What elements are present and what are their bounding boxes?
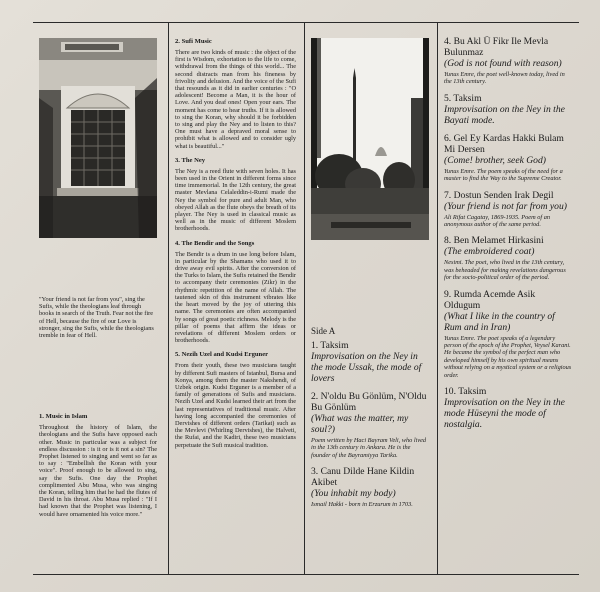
track-note: Yunus Emre. The poet speaks of a legendary person of the epoch of the Prophet, Veysel Karani. He became the symbol of the perfect man who developed himself by his own spiritual means without relying on a mystical system or a religious order. bbox=[444, 334, 572, 379]
track-note: Ismail Hakki - born in Erzurum in 1703. bbox=[311, 501, 413, 509]
bottom-rule bbox=[33, 574, 579, 575]
track-title: 4. Bu Akl Ü Fikr Ile Mevla Bulunmaz bbox=[444, 36, 549, 58]
side-a-label: Side A bbox=[311, 326, 336, 336]
track-title: 3. Canu Dilde Hane Kildin Akibet bbox=[311, 466, 415, 489]
track-1 bbox=[311, 340, 431, 384]
music-in-islam-text: Throughout the history of Islam, the theologians and the Sufis have opposed each other. Music in particular was a subject for endless discussion : is it or is it not a sin? The Prophet listened to singing and went so far as to say : "Embellish the Koran with your voice". Proof enough to be allowed to sing, say the Sufis. One day the Prophet complimented Abu Musa, who was singing the Koran, telling him that he had the flutes of David in his throat. Abu Musa replied : "If I had known that the Prophet was listening, I would have ornamented his voice more." bbox=[39, 424, 157, 518]
sufi-quote: "Your friend is not far from you", sing the Sufis, while the theologians leaf through books in search of the Truth. Fear not the fire of Hell, because the fire of our Love is stronger, sing the Sufis, while the theologians tremble in fear of Hell. bbox=[39, 296, 154, 340]
track-title: 5. Taksim bbox=[444, 92, 482, 104]
track-10 bbox=[444, 386, 573, 430]
bendir-text: The Bendir is a drum in use long before Islam, in particular by the Shamans who used it to drive away evil spirits. After the conversion of the Turks to Islam, the Sufis retained the Bendir to accompany their ceremonies (Zikr) in the rhythmic repetition of the name of Allah. The tautened skin of this instrument vibrates like the heart moved by the joy of uttering this name. The ceremonies are often accompanied by songs of great poetic richness. Melody is the pillar of poems that affirm the ideas or revelations of different Moslem orders or brotherhoods. bbox=[175, 250, 296, 345]
track-7 bbox=[444, 190, 573, 229]
nezih-kudsi-heading: 5. Nezih Uzel and Kudsi Erguner bbox=[175, 351, 269, 359]
nezih-kudsi-text: From their youth, these two musicians taught by different Sufi masters of Istanbul, Bursa and Konya, among them the master Nakshendi, of Uzbek origin. Kudsi Erguner is a member of a family of generations of Sufis and musicians. Nezih Uzel and Kudsi learned their art from the last representatives of traditional music. After having long accompanied the ceremonies of Dervishes of different orders (Tarikat) such as the Mevlevi (Whirling Dervishes), the Halveti, the Rufai, and the Kadiri, these two musicians perpetuate the Sufi musical tradition. bbox=[175, 362, 296, 449]
track-mode: (What was the matter, my soul?) bbox=[311, 413, 409, 435]
track-mode: (You inhabit my body) bbox=[311, 488, 396, 500]
track-title: 2. N'oldu Bu Gönlüm, N'Oldu Bu Gönlüm bbox=[311, 391, 427, 413]
track-title: 1. Taksim bbox=[311, 340, 349, 351]
track-8 bbox=[444, 235, 573, 281]
track-note: Ali Rifat Cagatay, 1869-1935. Poem of an anonymous author of the same period. bbox=[444, 213, 550, 229]
music-in-islam-heading: 1. Music in Islam bbox=[39, 413, 88, 421]
sufi-music-heading: 2. Sufi Music bbox=[175, 38, 212, 45]
window-photo-image bbox=[39, 38, 157, 238]
ney-heading: 3. The Ney bbox=[175, 156, 206, 164]
track-title: 9. Rumda Acemde Asik Oldugum bbox=[444, 288, 536, 311]
mosque-photo bbox=[311, 38, 429, 240]
window-photo bbox=[39, 38, 157, 238]
column-1 bbox=[33, 22, 163, 574]
ney-text: The Ney is a reed flute with seven holes. It has been used in the Orient in different forms since time immemorial. In the 12th century, the great master Mevlana Celaleddin-i-Rumi made the Ney the symbol for pure and adult Man, who obeyed Allah as the flute obeys the breath of its player. The Ney is used in classical music as well as in the music of different Moslem brotherhoods. bbox=[175, 167, 296, 233]
track-mode: (Your friend is not far from you) bbox=[444, 200, 567, 212]
track-note: Yunus Emre. The poem speaks of the need for a master to find the Way to the Supreme Creator. bbox=[444, 167, 563, 183]
track-mode: (God is not found with reason) bbox=[444, 58, 562, 69]
mosque-photo-image bbox=[311, 38, 429, 240]
column-3 bbox=[304, 22, 437, 574]
track-title: 6. Gel Ey Kardas Hakki Bulam Mi Dersen bbox=[444, 132, 564, 155]
track-2 bbox=[311, 391, 431, 459]
track-title: 8. Ben Melamet Hirkasini bbox=[444, 235, 544, 247]
track-mode: Improvisation on the Ney in the mode Hüseyni the mode of nostalgia. bbox=[444, 397, 565, 431]
track-9 bbox=[444, 289, 573, 379]
track-mode: (What I like in the country of Rum and in Iran) bbox=[444, 310, 555, 333]
track-note: Poem written by Haci Bayram Veli, who lived in the 13th century in Ankara. He is the founder of the Bayramiyya Tarika. bbox=[311, 437, 427, 459]
bendir-heading: 4. The Bendir and the Songs bbox=[175, 239, 255, 247]
track-mode: (The embroidered coat) bbox=[444, 246, 535, 258]
track-title: 7. Dostun Senden Irak Degil bbox=[444, 189, 554, 201]
track-5 bbox=[444, 93, 573, 126]
track-mode: Improvisation on the Ney in the mode Ussak, the mode of lovers bbox=[311, 351, 422, 384]
column-2 bbox=[168, 22, 302, 574]
sufi-music-text: There are two kinds of music : the object of the first is Wisdom, exhortation to the life to come, withdrawal from the things of this world... The second distracts man from his fineness by frivolity and delusion. And the voice of the Sufi that resounds as it did in earlier centuries : "O adolescent! Become a Man, it is the hour of Love. And you deaf ones! Open your ears. The moment has come to hear truths. If it is allowed to sing the Koran, why should it be forbidden to sing and play the Ney and to listen to this? One must have a depraved moral sense to prohibit what is allowed and to consider ugly what is beautiful..." bbox=[175, 49, 296, 150]
track-note: Nesimi. The poet, who lived in the 13th century, was beheaded for making revelations dangerous for the socio-political order of the period. bbox=[444, 259, 566, 282]
track-title: 10. Taksim bbox=[444, 386, 487, 398]
track-4 bbox=[444, 36, 573, 86]
track-note: Yunus Emre, the poet well-known today, lived in the 13th century. bbox=[444, 71, 565, 86]
column-4 bbox=[437, 22, 579, 574]
track-3 bbox=[311, 466, 431, 508]
track-6 bbox=[444, 133, 573, 183]
track-mode: Improvisation on the Ney in the Bayati mode. bbox=[444, 103, 565, 126]
track-mode: (Come! brother, seek God) bbox=[444, 154, 546, 166]
